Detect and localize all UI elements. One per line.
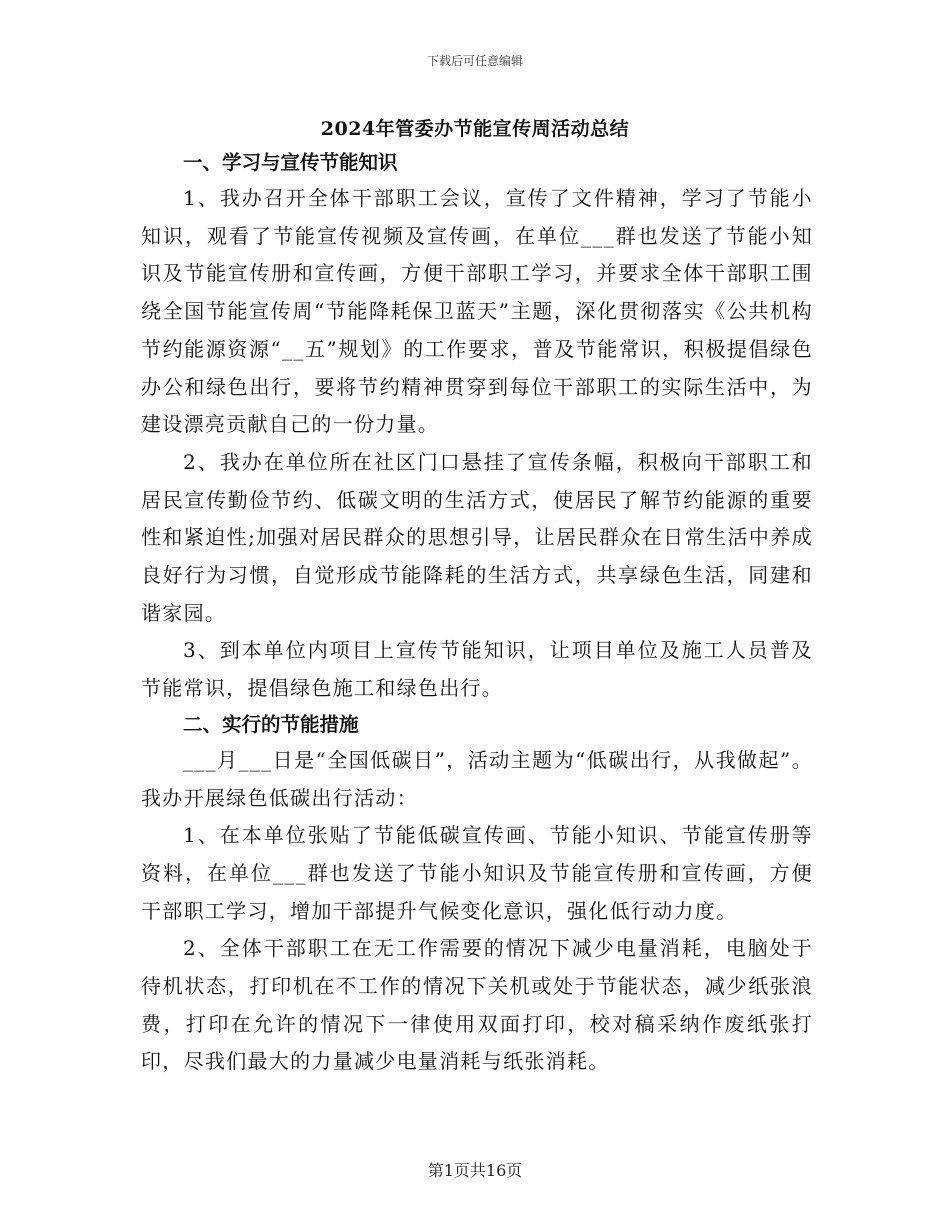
paragraph: ___月___日是“全国低碳日”，活动主题为“低碳出行，从我做起”。我办开展绿色低碳出行活动： xyxy=(141,747,813,810)
paragraph: 3、到本单位内项目上宣传节能知识，让项目单位及施工人员普及节能常识，提倡绿色施工和绿色出行。 xyxy=(141,638,813,701)
document-title: 2024年管委办节能宣传周活动总结 xyxy=(320,118,630,140)
document-body xyxy=(141,146,813,1081)
section-heading-2: 二、实行的节能措施 xyxy=(183,712,359,736)
paragraph: 2、我办在单位所在社区门口悬挂了宣传条幅，积极向干部职工和居民宣传勤俭节约、低碳文明的生活方式，使居民了解节约能源的重要性和紧迫性;加强对居民群众的思想引导，让居民群众在日常生活中养成良好行为习惯，自觉形成节能降耗的生活方式，共享绿色生活，同建和谐家园。 xyxy=(141,449,813,625)
page-footer: 第1页共16页 xyxy=(427,1161,523,1180)
paragraph: 2、全体干部职工在无工作需要的情况下减少电量消耗，电脑处于待机状态，打印机在不工作的情况下关机或处于节能状态，减少纸张浪费，打印在允许的情况下一律使用双面打印，校对稿采纳作废纸张打印，尽我们最大的力量减少电量消耗与纸张消耗。 xyxy=(141,936,813,1074)
paragraph: 1、在本单位张贴了节能低碳宣传画、节能小知识、节能宣传册等资料，在单位___群也发送了节能小知识及节能宣传册和宣传画，方便干部职工学习，增加干部提升气候变化意识，强化低行动力度。 xyxy=(141,823,813,923)
paragraph: 1、我办召开全体干部职工会议，宣传了文件精神，学习了节能小知识，观看了节能宣传视频及宣传画，在单位___群也发送了节能小知识及节能宣传册和宣传画，方便干部职工学习，并要求全体干部职工围绕全国节能宣传周“节能降耗保卫蓝天”主题，深化贯彻落实《公共机构节约能源资源“__五”规划》的工作要求，普及节能常识，积极提倡绿色办公和绿色出行，要将节约精神贯穿到每位干部职工的实际生活中，为建设漂亮贡献自己的一份力量。 xyxy=(141,186,813,437)
page-header-note: 下载后可任意编辑 xyxy=(426,54,523,68)
section-heading-1: 一、学习与宣传节能知识 xyxy=(183,151,398,174)
